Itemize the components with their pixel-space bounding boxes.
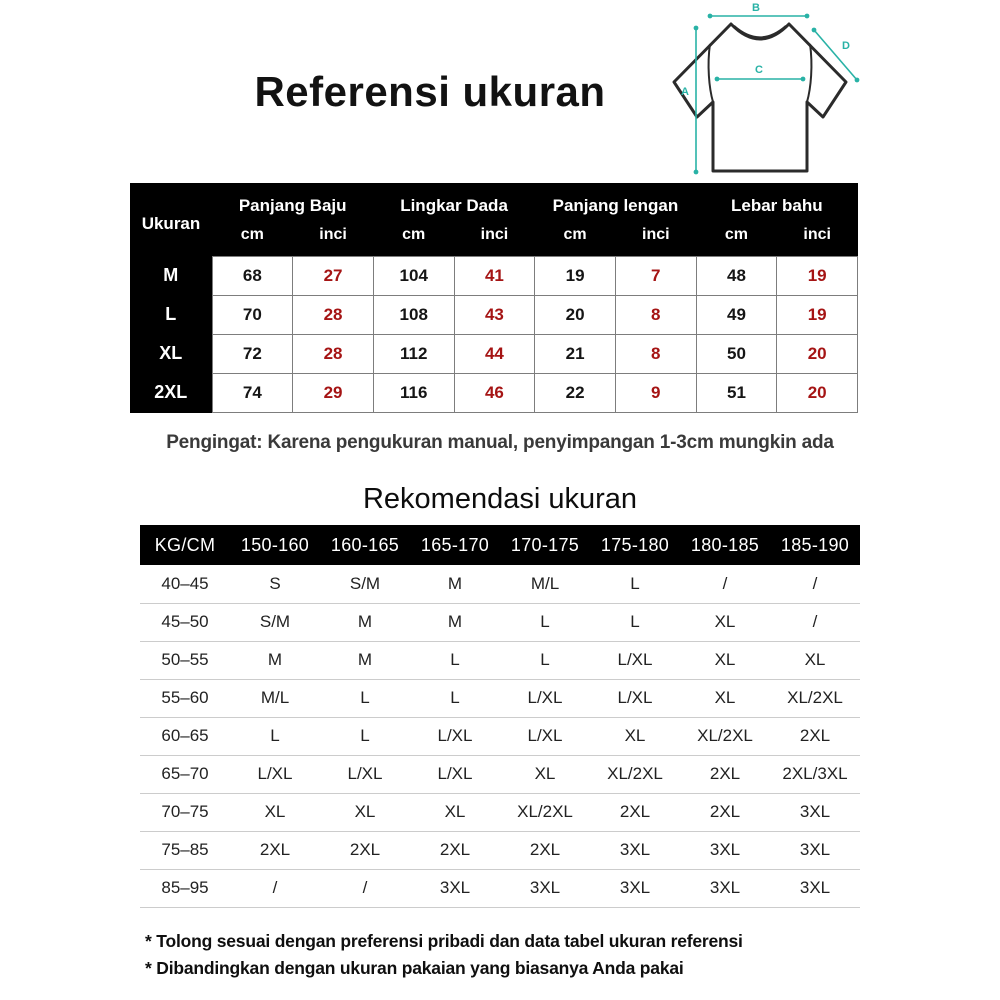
rec-size-value: /: [680, 565, 770, 603]
rec-size-value: XL: [590, 717, 680, 755]
rec-header-height-range: 175-180: [590, 525, 680, 565]
rec-size-value: M: [320, 641, 410, 679]
size-value-cm: 108: [373, 295, 454, 334]
rec-size-value: L: [410, 641, 500, 679]
size-value-cm: 104: [373, 256, 454, 295]
size-value-cm: 49: [696, 295, 777, 334]
rec-size-value: M: [410, 603, 500, 641]
rec-size-value: M: [230, 641, 320, 679]
rec-size-value: M: [320, 603, 410, 641]
size-value-inci: 8: [615, 334, 696, 373]
measurement-note: Pengingat: Karena pengukuran manual, penyimpangan 1-3cm mungkin ada: [166, 432, 834, 453]
rec-size-value: L: [500, 641, 590, 679]
rec-row-weight-label: 60–65: [140, 717, 230, 755]
rec-size-value: 3XL: [680, 869, 770, 907]
rec-size-value: L: [320, 679, 410, 717]
rec-size-value: 2XL: [770, 717, 860, 755]
size-value-inci: 19: [777, 256, 858, 295]
unit-label: cm: [212, 220, 293, 256]
rec-header-height-range: 170-175: [500, 525, 590, 565]
size-value-cm: 19: [535, 256, 616, 295]
rec-size-value: S/M: [320, 565, 410, 603]
recommendation-table-body: [140, 565, 860, 907]
rec-size-value: XL: [680, 603, 770, 641]
footnotes: [145, 928, 743, 982]
rec-size-value: L/XL: [590, 641, 680, 679]
rec-size-value: XL: [410, 793, 500, 831]
rec-size-value: /: [770, 603, 860, 641]
size-value-cm: 74: [212, 373, 293, 412]
group-lebar-bahu: Lebar bahu: [696, 183, 857, 220]
size-value-cm: 51: [696, 373, 777, 412]
size-value-cm: 22: [535, 373, 616, 412]
recommendation-row: [140, 755, 860, 793]
size-table-row: [130, 295, 858, 334]
rec-size-value: 2XL: [680, 793, 770, 831]
rec-size-value: /: [770, 565, 860, 603]
rec-header-height-range: 150-160: [230, 525, 320, 565]
rec-row-weight-label: 65–70: [140, 755, 230, 793]
rec-size-value: L: [590, 565, 680, 603]
measure-label-d: D: [842, 40, 850, 52]
rec-row-weight-label: 50–55: [140, 641, 230, 679]
size-value-cm: 21: [535, 334, 616, 373]
rec-size-value: L: [320, 717, 410, 755]
size-value-cm: 116: [373, 373, 454, 412]
rec-size-value: 2XL: [410, 831, 500, 869]
measure-label-c: C: [755, 64, 763, 76]
group-lingkar-dada: Lingkar Dada: [373, 183, 534, 220]
rec-row-weight-label: 75–85: [140, 831, 230, 869]
rec-row-weight-label: 70–75: [140, 793, 230, 831]
rec-size-value: /: [320, 869, 410, 907]
size-value-cm: 112: [373, 334, 454, 373]
measure-label-b: B: [752, 2, 760, 14]
rec-size-value: 3XL: [590, 869, 680, 907]
measure-dot: [801, 77, 806, 82]
rec-size-value: L/XL: [590, 679, 680, 717]
size-value-inci: 41: [454, 256, 535, 295]
rec-header-height-range: 165-170: [410, 525, 500, 565]
rec-size-value: L/XL: [410, 717, 500, 755]
size-row-label: 2XL: [130, 373, 212, 412]
rec-size-value: L: [410, 679, 500, 717]
recommendation-row: [140, 869, 860, 907]
tshirt-outline: [674, 24, 846, 171]
rec-size-value: 3XL: [590, 831, 680, 869]
rec-size-value: S: [230, 565, 320, 603]
rec-size-value: 3XL: [680, 831, 770, 869]
rec-header-kgcm: KG/CM: [140, 525, 230, 565]
rec-size-value: L/XL: [500, 679, 590, 717]
rec-size-value: 3XL: [500, 869, 590, 907]
unit-label: cm: [696, 220, 777, 256]
rec-row-weight-label: 40–45: [140, 565, 230, 603]
recommendation-title: Rekomendasi ukuran: [362, 483, 638, 515]
rec-size-value: XL: [680, 679, 770, 717]
rec-size-value: 2XL: [590, 793, 680, 831]
measure-dot: [855, 78, 860, 83]
rec-size-value: XL/2XL: [590, 755, 680, 793]
size-row-label: L: [130, 295, 212, 334]
size-value-inci: 29: [293, 373, 374, 412]
measure-dot: [812, 28, 817, 33]
measure-label-a: A: [681, 86, 689, 98]
rec-size-value: L/XL: [410, 755, 500, 793]
size-value-cm: 70: [212, 295, 293, 334]
rec-row-weight-label: 55–60: [140, 679, 230, 717]
rec-size-value: S/M: [230, 603, 320, 641]
size-value-inci: 20: [777, 373, 858, 412]
rec-size-value: L/XL: [230, 755, 320, 793]
rec-size-value: M: [410, 565, 500, 603]
measure-dot: [708, 14, 713, 19]
group-panjang-lengan: Panjang lengan: [535, 183, 696, 220]
recommendation-row: [140, 565, 860, 603]
size-table-row: [130, 256, 858, 295]
size-table-row: [130, 334, 858, 373]
recommendation-row: [140, 641, 860, 679]
rec-size-value: M/L: [500, 565, 590, 603]
footnote-line: * Dibandingkan dengan ukuran pakaian yang biasanya Anda pakai: [145, 958, 684, 978]
group-panjang-baju: Panjang Baju: [212, 183, 373, 220]
unit-label: cm: [373, 220, 454, 256]
size-value-cm: 68: [212, 256, 293, 295]
rec-row-weight-label: 45–50: [140, 603, 230, 641]
unit-label: cm: [535, 220, 616, 256]
page-title: Referensi ukuran: [254, 68, 606, 115]
rec-size-value: 3XL: [770, 869, 860, 907]
rec-size-value: XL: [770, 641, 860, 679]
size-value-inci: 19: [777, 295, 858, 334]
unit-label: inci: [293, 220, 374, 256]
rec-size-value: XL: [230, 793, 320, 831]
size-value-inci: 7: [615, 256, 696, 295]
tshirt-diagram-icon: [640, 0, 878, 182]
measure-dot: [805, 14, 810, 19]
unit-label: inci: [615, 220, 696, 256]
recommendation-row: [140, 717, 860, 755]
tshirt-measurement-diagram: [640, 0, 878, 182]
size-value-cm: 50: [696, 334, 777, 373]
rec-size-value: M/L: [230, 679, 320, 717]
rec-header-height-range: 185-190: [770, 525, 860, 565]
size-row-label: M: [130, 256, 212, 295]
size-table-corner: Ukuran: [130, 183, 212, 256]
rec-size-value: L: [500, 603, 590, 641]
rec-size-value: 2XL: [500, 831, 590, 869]
recommendation-row: [140, 831, 860, 869]
size-value-inci: 28: [293, 334, 374, 373]
rec-size-value: 2XL: [230, 831, 320, 869]
recommendation-row: [140, 793, 860, 831]
size-table-group-header: [130, 183, 858, 220]
size-value-inci: 20: [777, 334, 858, 373]
size-value-cm: 20: [535, 295, 616, 334]
rec-size-value: L/XL: [500, 717, 590, 755]
recommendation-header-row: [140, 525, 860, 565]
rec-size-value: XL/2XL: [500, 793, 590, 831]
rec-header-height-range: 160-165: [320, 525, 410, 565]
recommendation-table: [140, 525, 860, 908]
size-value-cm: 72: [212, 334, 293, 373]
rec-size-value: 2XL: [320, 831, 410, 869]
size-table-body: [130, 256, 858, 412]
rec-size-value: XL/2XL: [680, 717, 770, 755]
measure-dot: [694, 26, 699, 31]
footnote-line: * Tolong sesuai dengan preferensi pribadi dan data tabel ukuran referensi: [145, 931, 743, 951]
rec-size-value: 3XL: [410, 869, 500, 907]
rec-size-value: XL: [500, 755, 590, 793]
recommendation-row: [140, 679, 860, 717]
unit-label: inci: [777, 220, 858, 256]
rec-size-value: L/XL: [320, 755, 410, 793]
size-value-cm: 48: [696, 256, 777, 295]
size-value-inci: 27: [293, 256, 374, 295]
rec-size-value: 3XL: [770, 793, 860, 831]
size-value-inci: 8: [615, 295, 696, 334]
size-value-inci: 28: [293, 295, 374, 334]
measure-dot: [715, 77, 720, 82]
size-table-row: [130, 373, 858, 412]
size-row-label: XL: [130, 334, 212, 373]
rec-size-value: XL: [320, 793, 410, 831]
rec-size-value: L: [590, 603, 680, 641]
rec-size-value: 3XL: [770, 831, 860, 869]
rec-size-value: 2XL: [680, 755, 770, 793]
rec-size-value: 2XL/3XL: [770, 755, 860, 793]
size-value-inci: 46: [454, 373, 535, 412]
rec-size-value: /: [230, 869, 320, 907]
rec-row-weight-label: 85–95: [140, 869, 230, 907]
unit-label: inci: [454, 220, 535, 256]
recommendation-row: [140, 603, 860, 641]
rec-size-value: XL/2XL: [770, 679, 860, 717]
size-table: [130, 183, 858, 413]
size-value-inci: 9: [615, 373, 696, 412]
size-value-inci: 44: [454, 334, 535, 373]
size-table-unit-header: [130, 220, 858, 256]
rec-size-value: XL: [680, 641, 770, 679]
size-value-inci: 43: [454, 295, 535, 334]
measure-dot: [694, 170, 699, 175]
rec-size-value: L: [230, 717, 320, 755]
rec-header-height-range: 180-185: [680, 525, 770, 565]
